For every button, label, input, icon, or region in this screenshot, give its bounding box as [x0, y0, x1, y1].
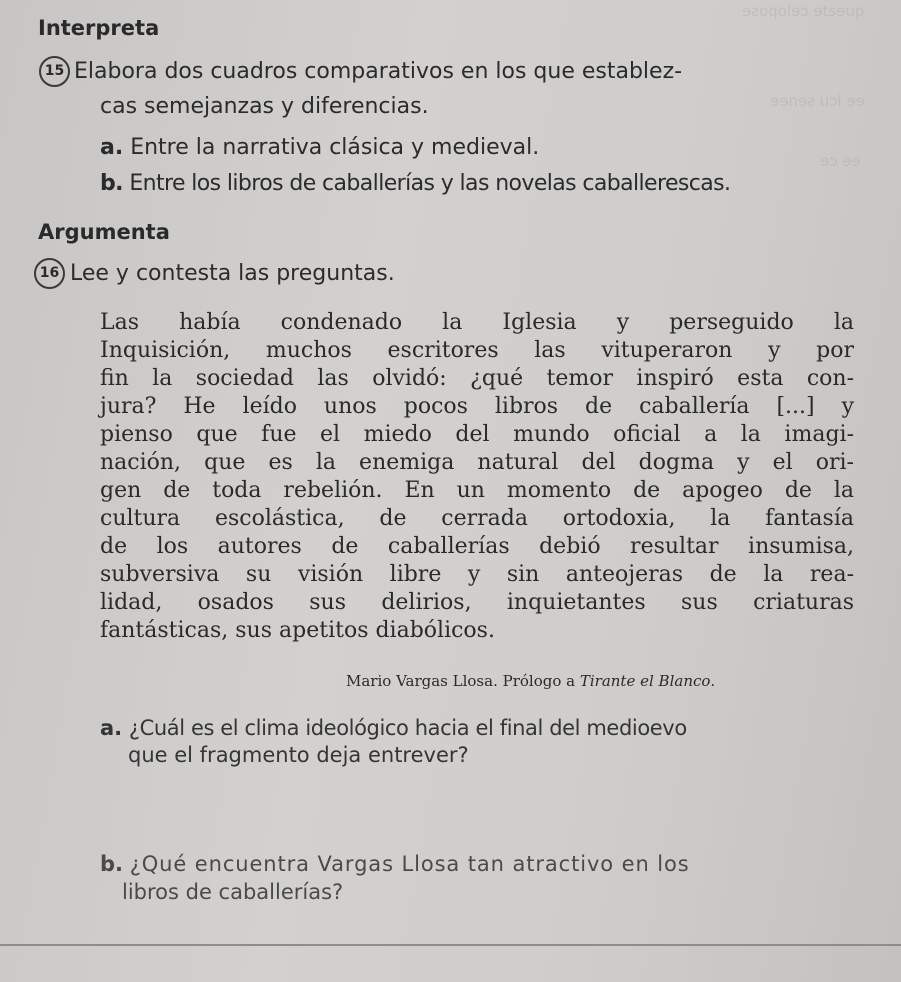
quote-line: fantásticas, sus apetitos diabólicos.	[100, 618, 495, 643]
quote-line: fin la sociedad las olvidó: ¿qué temor inspiró esta con-	[100, 366, 854, 391]
question-text-continued: que el fragmento deja entrever?	[128, 743, 469, 767]
list-item-text: Entre los libros de caballerías y las novelas caballerescas.	[129, 171, 731, 196]
quote-line: Inquisición, muchos escritores las vituperaron y por	[100, 338, 854, 363]
activity-number-badge: 16	[34, 258, 65, 289]
list-item-text: Entre la narrativa clásica y medieval.	[130, 135, 540, 160]
quote-line: jura? He leído unos pocos libros de caballería [...] y	[100, 394, 854, 419]
question-item	[100, 716, 687, 740]
quote-line: pienso que fue el miedo del mundo oficial a la imagi-	[100, 422, 854, 447]
source-title: Tirante el Blanco	[579, 672, 711, 690]
source-suffix: .	[710, 672, 716, 690]
source-author: Mario Vargas Llosa. Prólogo a	[346, 672, 580, 690]
page-divider	[0, 944, 901, 946]
question-letter: b.	[100, 852, 124, 876]
activity-instruction: Elabora dos cuadros comparativos en los que establez-	[74, 59, 683, 84]
question-letter: a.	[100, 716, 123, 740]
activity-number-badge: 15	[39, 56, 70, 87]
quote-line: cultura escolástica, de cerrada ortodoxia, la fantasía	[100, 506, 854, 531]
bleed-through-text: ɘɘnɘƨ uɔl ɘɘ	[770, 92, 865, 110]
activity-instruction: cas semejanzas y diferencias.	[100, 94, 429, 119]
quote-line: Las había condenado la Iglesia y perseguido la	[100, 310, 854, 335]
list-item	[100, 171, 730, 196]
quote-line: nación, que es la enemiga natural del dogma y el ori-	[100, 450, 854, 475]
list-item-letter: b.	[100, 171, 123, 196]
question-item	[100, 852, 690, 876]
section-heading-interpreta: Interpreta	[38, 16, 160, 40]
list-item-letter: a.	[100, 135, 124, 160]
question-text: ¿Qué encuentra Vargas Llosa tan atractivo en los	[129, 852, 690, 876]
quote-line: lidad, osados sus delirios, inquietantes sus criaturas	[100, 590, 854, 615]
bleed-through-text: ɘƨoqolɘɔ ɘtsɘup	[742, 2, 865, 20]
question-text: ¿Cuál es el clima ideológico hacia el final del medioevo	[128, 716, 687, 740]
quote-line: de los autores de caballerías debió resultar insumisa,	[100, 534, 854, 559]
section-heading-argumenta: Argumenta	[38, 220, 170, 244]
quote-line: subversiva su visión libre y sin anteojeras de la rea-	[100, 562, 854, 587]
list-item	[100, 135, 539, 160]
activity-instruction: Lee y contesta las preguntas.	[70, 261, 395, 286]
quote-source	[346, 672, 715, 690]
quote-line: gen de toda rebelión. En un momento de apogeo de la	[100, 478, 854, 503]
question-text-continued: libros de caballerías?	[122, 880, 344, 904]
bleed-through-text: ɘɔ ɘɘ	[820, 152, 861, 170]
